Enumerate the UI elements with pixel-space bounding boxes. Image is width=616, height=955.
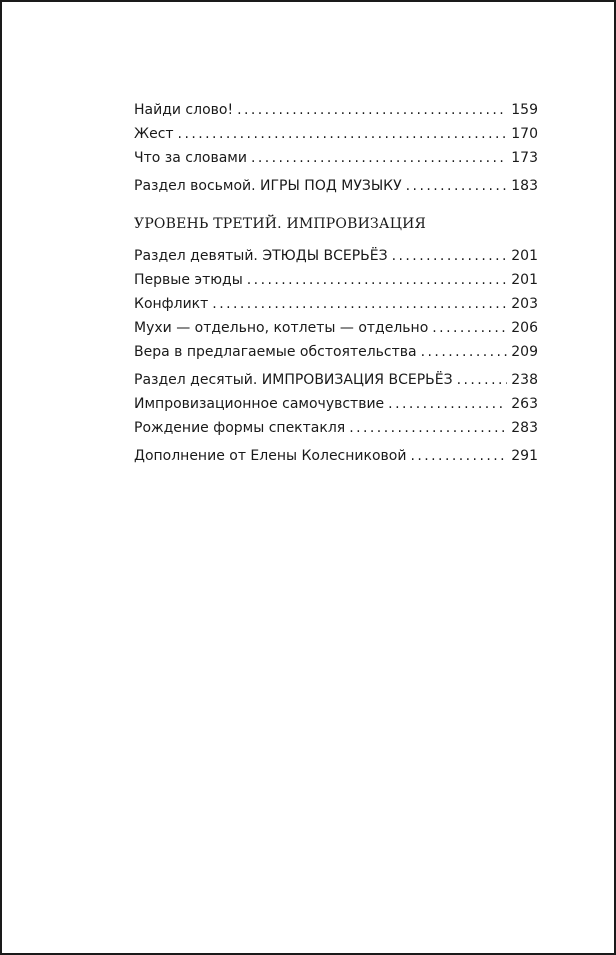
toc-entry-page: 238 xyxy=(511,372,538,388)
dot-leader xyxy=(251,146,507,170)
dot-leader xyxy=(432,316,507,340)
toc-entry-title: Найди слово! xyxy=(134,102,234,118)
toc-entry-title: Дополнение от Елены Колесниковой xyxy=(134,448,407,464)
toc-entry-page: 263 xyxy=(511,396,538,412)
toc-entry-page: 170 xyxy=(511,126,538,142)
toc-entry-page: 183 xyxy=(511,178,538,194)
level-heading: УРОВЕНЬ ТРЕТИЙ. ИМПРОВИЗАЦИЯ xyxy=(134,216,427,232)
toc-entry-page: 209 xyxy=(511,344,538,360)
toc-entry xyxy=(134,340,538,364)
toc-entry-page: 201 xyxy=(511,272,538,288)
dot-leader xyxy=(237,98,507,122)
dot-leader xyxy=(388,392,507,416)
toc-entry-title: Что за словами xyxy=(134,150,247,166)
table-of-contents xyxy=(134,98,538,468)
toc-entry-page: 291 xyxy=(511,448,538,464)
dot-leader xyxy=(410,444,507,468)
toc-entry-title: Жест xyxy=(134,126,174,142)
toc-entry xyxy=(134,98,538,122)
dot-leader xyxy=(178,122,508,146)
toc-entry-title: Раздел девятый. ЭТЮДЫ ВСЕРЬЁЗ xyxy=(134,248,388,264)
toc-entry-title: Мухи — отдельно, котлеты — отдельно xyxy=(134,320,429,336)
toc-section-entry xyxy=(134,174,538,198)
toc-entry xyxy=(134,122,538,146)
toc-entry-title: Рождение формы спектакля xyxy=(134,420,346,436)
toc-entry-title: Конфликт xyxy=(134,296,209,312)
toc-entry xyxy=(134,146,538,170)
toc-entry xyxy=(134,268,538,292)
toc-entry-page: 283 xyxy=(511,420,538,436)
toc-entry-page: 159 xyxy=(511,102,538,118)
dot-leader xyxy=(349,416,507,440)
toc-entry-page: 203 xyxy=(511,296,538,312)
toc-entry-title: Раздел восьмой. ИГРЫ ПОД МУЗЫКУ xyxy=(134,178,402,194)
toc-entry-title: Раздел десятый. ИМПРОВИЗАЦИЯ ВСЕРЬЁЗ xyxy=(134,372,453,388)
toc-entry-page: 206 xyxy=(511,320,538,336)
toc-entry xyxy=(134,316,538,340)
dot-leader xyxy=(212,292,507,316)
toc-entry xyxy=(134,392,538,416)
toc-entry xyxy=(134,416,538,440)
dot-leader xyxy=(247,268,508,292)
toc-entry-title: Вера в предлагаемые обстоятельства xyxy=(134,344,417,360)
toc-entry-title: Импровизационное самочувствие xyxy=(134,396,385,412)
toc-entry xyxy=(134,292,538,316)
toc-section-entry xyxy=(134,368,538,392)
dot-leader xyxy=(406,174,508,198)
dot-leader xyxy=(421,340,508,364)
toc-section-entry xyxy=(134,244,538,268)
toc-section-entry xyxy=(134,444,538,468)
toc-entry-page: 201 xyxy=(511,248,538,264)
toc-entry-page: 173 xyxy=(511,150,538,166)
dot-leader xyxy=(392,244,508,268)
dot-leader xyxy=(457,368,508,392)
toc-entry-title: Первые этюды xyxy=(134,272,243,288)
